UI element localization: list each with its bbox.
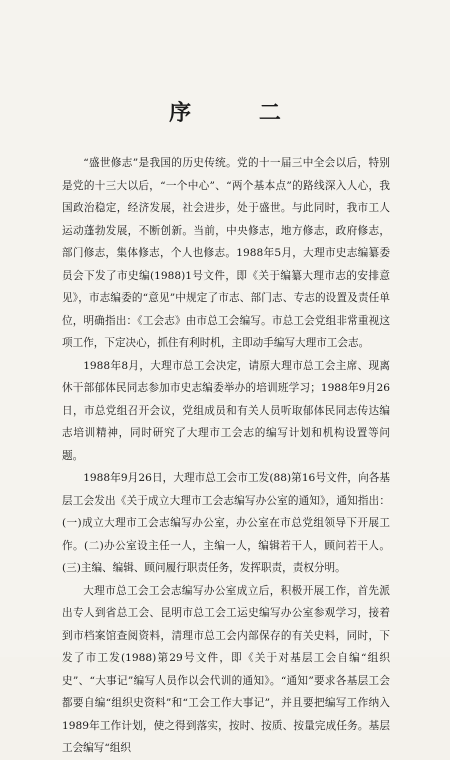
document-body bbox=[62, 152, 390, 760]
paragraph-3: 1988年9月26日，大理市总工会市工发(88)第16号文件，向各基层工会发出《关于成立大理市工会志编写办公室的通知》，通知指出：(一)成立大理市工会志编写办公室，办公室在市总党组领导下开展工作。(二)办公室设主任一人，主编一人，编辑若干人，顾问若干人。(三)主编、编辑、顾问履行职责任务，发挥职责，责权分明。 bbox=[62, 472, 390, 574]
paragraph-2: 1988年8月，大理市总工会决定，请原大理市总工会主席、现离休干部郁体民同志参加市史志编委举办的培训班学习；1988年9月26日，市总党组召开会议，党组成员和有关人员听取郁体民同志传达编志培训精神，同时研究了大理市工会志的编写计划和机构设置等问题。 bbox=[62, 359, 390, 462]
paragraph-4: 大理市总工会工会志编写办公室成立后，积极开展工作，首先派出专人到省总工会、昆明市总工会工运史编写办公室参观学习，接着到市档案馆查阅资料，清理市总工会内部保存的有关史料，同时，下发了市工发(1988)第29号文件，即《关于对基层工会自编“组织史”、“大事记”编写人员作以会代训的通知》。“通知”要求各基层工会都要自编“组织史资料”和“工会工作大事记”，并且要把编写工作纳入1989年工作计划，使之得到落实，按时、按质、按量完成任务。基层工会编写“组织 bbox=[62, 584, 390, 754]
paragraph-1: “盛世修志”是我国的历史传统。党的十一届三中全会以后，特别是党的十三大以后，“一个中心”、“两个基本点”的路线深入人心，我国政治稳定，经济发展，社会进步，处于盛世。与此同时，我市工人运动蓬勃发展，不断创新。当前，中央修志，地方修志，政府修志，部门修志，集体修志，个人也修志。1988年5月，大理市史志编纂委员会下发了市史编(1988)1号文件，即《关于编纂大理市志的安排意见》，市志编委的“意见”中规定了市志、部门志、专志的设置及责任单位，明确指出：《工会志》由市总工会编写。市总工会党组非常重视这项工作，下定决心，抓住有利时机，主即动手编写大理市工会志。 bbox=[62, 157, 390, 349]
page-title: 序 二 bbox=[169, 100, 311, 126]
